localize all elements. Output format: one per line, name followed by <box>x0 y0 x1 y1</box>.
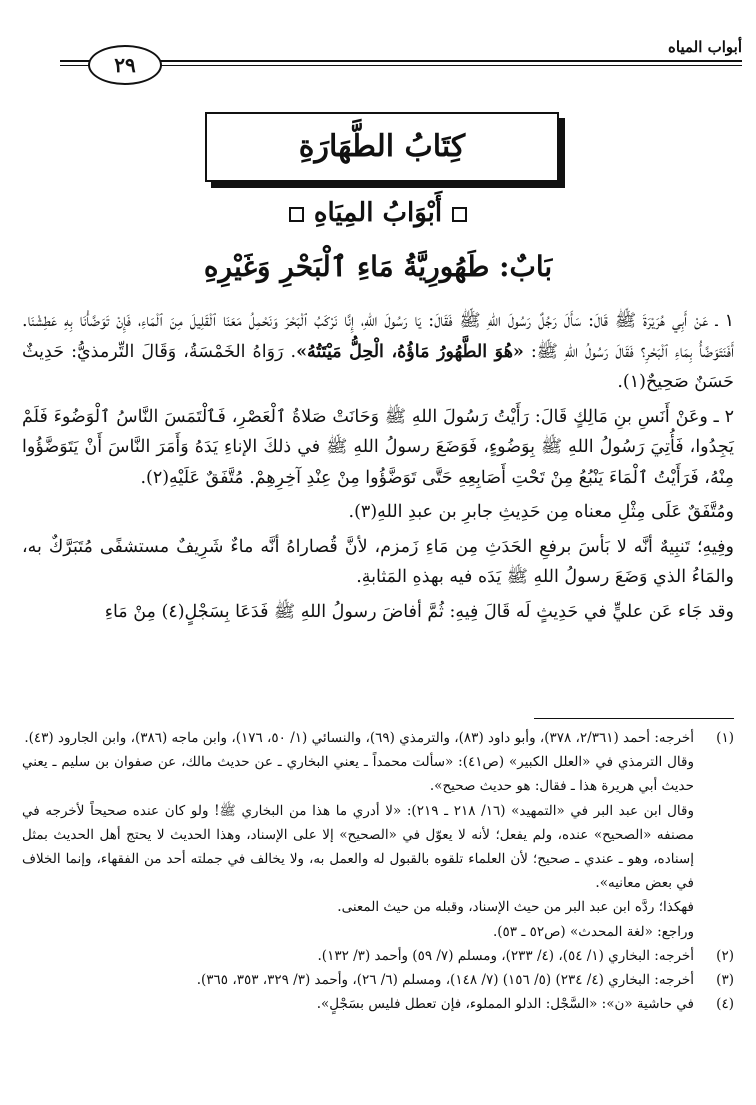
footnote-body <box>22 726 694 944</box>
footnote-paragraph: في حاشية «ن»: «السَّجْل: الدلو المملوء، فإن تعطل فليس بسَجْلٍ». <box>316 996 694 1013</box>
square-ornament-icon <box>452 207 467 222</box>
paragraph-5: وقد جَاء عَن عليٍّ في حَدِيثٍ لَه قَالَ فِيهِ: ثُمَّ أفاضَ رسولُ اللهِ ﷺ فَدَعَا بِسَجْلٍ(٤) مِنْ مَاءِ <box>104 601 734 622</box>
footnote-body <box>22 968 694 992</box>
header-title: أبواب المياه <box>668 38 742 56</box>
footnote-paragraph: أخرجه: البخاري (٤/ ٢٣٤) (٥/ ١٥٦) (٧/ ١٤٨)، ومسلم (٦/ ٢٦)، وأحمد (٣/ ٣٢٩، ٣٥٣، ٣٦٥). <box>196 972 694 989</box>
footnote-paragraph: أخرجه: البخاري (١/ ٥٤)، (٤/ ٢٣٣)، ومسلم (٧/ ٥٩) وأحمد (٣/ ١٣٢). <box>317 947 694 964</box>
footnote-body <box>22 992 694 1016</box>
footnotes <box>22 726 734 1016</box>
footnote-paragraph: وقال ابن عبد البر في «التمهيد» (١٦/ ٢١٨ ـ ٢١٩): «لا أدري ما هذا من البخاري ﷺ! ولو كان عنده صحيحاً لأخرجه في مصنفه «الصحيح» عنده، ولم يفعل؛ لأنه لا يعوّل في «الصحيح» إلا على الإسناد، وهذا الحديث لا يحتج أهل الحديث بمثل إسناده، وهو ـ عندي ـ صحيح؛ لأن العلماء تلقوه بالقبول له والعمل به، ولا يخالف في جملته أحد من الفقهاء، وإنما الخلاف في بعض معانيه». <box>22 802 694 892</box>
square-ornament-icon <box>289 207 304 222</box>
footnote-number: (٣) <box>716 972 734 989</box>
footnote <box>22 726 734 944</box>
main-text <box>22 306 734 631</box>
footnote-number: (٢) <box>716 947 734 964</box>
footnote-paragraph: وقال الترمذي في «العلل الكبير» (ص٤١): «سألت محمداً ـ يعني البخاري ـ عن حديث مالك، عن صفوان بن سليم ـ يعني حديث أبي هريرة هذا ـ فقال: هو حديث صحيح». <box>22 754 695 795</box>
footnote-number: (٤) <box>716 996 734 1013</box>
chapter-title: أَبْوَابُ المِيَاهِ <box>313 198 443 228</box>
hadith-2: ٢ ـ وعَنْ أَنَسِ بنِ مَالِكٍ قَالَ: رَأَيْتُ رَسُولَ اللهِ ﷺ وَحَانَتْ صَلاةُ ٱلْعَصْرِ، فَٱلْتَمَسَ النَّاسُ ٱلْوَضُوءَ فَلَمْ يَجِدُوا، فَأُتِيَ رَسُولُ اللهِ ﷺ بِوَضُوءٍ، فَوَضَعَ رسولُ اللهِ ﷺ في ذلكَ الإناءِ يَدَهُ وَأَمَرَ النَّاسَ أَنْ يَتَوَضَّؤُوا مِنْهُ، فَرَأَيْتُ ٱلْمَاءَ يَنْبُعُ مِنْ تَحْتِ أَصَابِعِهِ حَتَّى تَوَضَّؤُوا مِنْ عِنْدِ آخِرِهِمْ. مُتَّفَقٌ عَلَيْهِ(٢). <box>22 406 734 488</box>
footnote <box>22 944 734 968</box>
hadith-1-quote: «هُوَ الطَّهُورُ مَاؤُهُ، الْحِلُّ مَيْتَتُهُ» <box>296 341 524 362</box>
footnote-paragraph: وراجع: «لغة المحدث» (ص٥٢ ـ ٥٣). <box>492 923 694 940</box>
hadith-1 <box>22 306 734 398</box>
paragraph-4: وفِيهِ؛ تَنبِيهٌ أنَّه لا بَأسَ برفعِ الحَدَثِ مِن مَاءِ زَمزم، لأنَّ قُصاراهُ أنَّه ماءٌ شَرِيفٌ مستشفًى مُتَبَرَّكٌ به، والمَاءُ الذي وَضَعَ رسولُ اللهِ ﷺ يَدَه فيه بهذهِ المَثابةِ. <box>22 536 734 587</box>
section-title: بَابٌ: طَهُورِيَّةُ مَاءِ ٱلْبَحْرِ وَغَيْرِهِ <box>203 250 553 283</box>
footnote <box>22 992 734 1016</box>
chapter-heading <box>0 198 756 228</box>
footnote-number: (١) <box>716 730 734 746</box>
footnote-separator <box>534 718 734 719</box>
hadith-1-source: . رَوَاهُ الخَمْسَةُ، وَقَالَ التِّرمذيُّ: حَدِيثٌ حَسَنٌ صَحِيحٌ(١). <box>22 341 734 392</box>
hadith-1-text: ١ ـ عَنْ أَبِي هُرَيْرَةَ ﷺ قَالَ: سَأَلَ رَجُلٌ رَسُولَ اللهِ ﷺ فَقَالَ: يَا رَسُولَ اللهِ، إِنَّا نَرْكَبُ ٱلْبَحْرَ وَنَحْمِلُ مَعَنَا ٱلْقَلِيلَ مِنَ ٱلْمَاءِ، فَإِنْ تَوَضَّأْنَا بِهِ عَطِشْنَا. أَفَنَتَوَضَّأُ بِمَاءِ ٱلْبَحْرِ؟ فَقَالَ رَسُولُ اللهِ ﷺ: <box>22 311 734 362</box>
footnote-paragraph: أخرجه: أحمد (٢/٣٦١، ٣٧٨)، وأبو داود (٨٣)، والترمذي (٦٩)، والنسائي (١/ ٥٠، ١٧٦)، وابن ماجه (٣٨٦)، وابن الجارود (٤٣). <box>24 730 694 746</box>
footnote <box>22 968 734 992</box>
paragraph-3: ومُتَّفَقٌ عَلَى مِثْلِ معناه مِن حَدِيثِ جابرِ بن عبدِ اللهِ(٣). <box>348 502 734 522</box>
footnote-paragraph: فهكذا؛ ردَّه ابن عبد البر من حيث الإسناد، وقبله من حيث المعنى. <box>337 899 694 916</box>
book-title: كِتَابُ الطَّهَارَةِ <box>205 112 559 182</box>
page-number: ٢٩ <box>88 45 162 85</box>
footnote-body <box>22 944 694 968</box>
running-header <box>60 38 742 78</box>
header-rule-thin <box>60 65 742 66</box>
header-rule <box>60 60 742 62</box>
